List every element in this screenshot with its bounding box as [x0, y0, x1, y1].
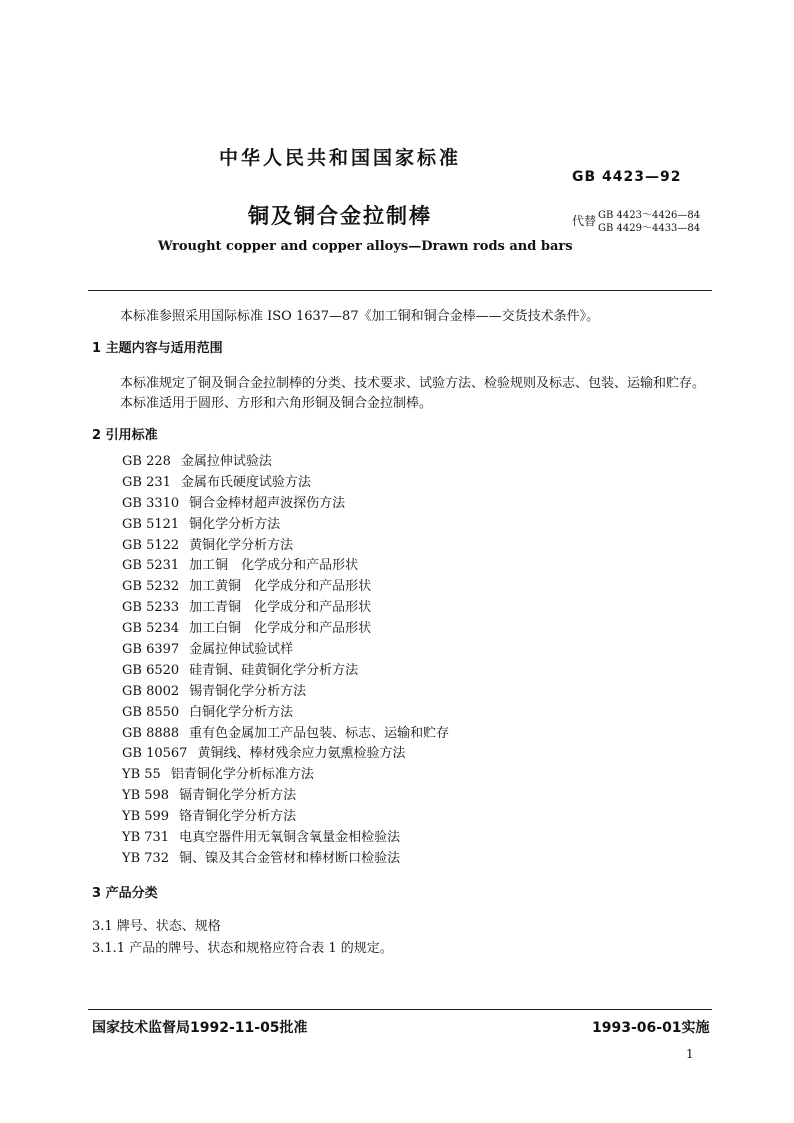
reference-code: GB 228 [122, 454, 171, 469]
reference-code: GB 10567 [122, 746, 188, 762]
reference-title: 加工青铜 化学成分和产品形状 [189, 600, 372, 616]
reference-item [122, 765, 449, 786]
reference-item [122, 494, 449, 515]
reference-code: YB 598 [122, 788, 170, 804]
reference-item [122, 619, 449, 640]
reference-item [122, 703, 449, 724]
reference-item [122, 598, 449, 619]
reference-item [122, 682, 449, 703]
reference-code: YB 599 [122, 809, 170, 825]
section-1-paragraph-1: 本标准规定了铜及铜合金拉制棒的分类、技术要求、试验方法、检验规则及标志、包装、运输和贮存。 [120, 376, 706, 391]
reference-code: GB 5122 [122, 537, 180, 553]
reference-title: 金属拉伸试验试样 [189, 642, 294, 658]
reference-code: GB 6520 [122, 662, 180, 678]
approval-date: 国家技术监督局1992-11-05批准 [92, 1020, 308, 1036]
reference-item [122, 807, 449, 828]
standard-number: GB 4423—92 [572, 169, 682, 185]
section-2-heading: 2 引用标准 [92, 428, 158, 443]
reference-code: GB 5121 [122, 516, 180, 532]
reference-item [122, 556, 449, 577]
reference-code: YB 731 [122, 830, 170, 846]
reference-title: 加工黄铜 化学成分和产品形状 [189, 579, 372, 595]
reference-code: GB 5232 [122, 579, 180, 595]
subsection-3-1: 3.1 牌号、状态、规格 [92, 919, 221, 934]
reference-code: GB 5233 [122, 600, 180, 616]
reference-title: 金属拉伸试验法 [180, 454, 272, 469]
reference-title: 加工铜 化学成分和产品形状 [189, 558, 359, 574]
reference-title: 加工白铜 化学成分和产品形状 [189, 621, 372, 637]
reference-title: 金属布氏硬度试验方法 [180, 474, 311, 490]
reference-item [122, 640, 449, 661]
reference-item [122, 849, 449, 870]
reference-title: 锡青铜化学分析方法 [189, 683, 307, 699]
reference-title: 铜、镍及其合金管材和棒材断口检验法 [179, 850, 401, 866]
page-number: 1 [686, 1047, 694, 1061]
reference-code: YB 55 [122, 767, 161, 783]
reference-title: 铜化学分析方法 [189, 516, 281, 532]
reference-title: 白铜化学分析方法 [189, 704, 294, 720]
reference-title: 铬青铜化学分析方法 [179, 809, 297, 825]
document-title-en: Wrought copper and copper alloys—Drawn rods and bars [158, 239, 573, 254]
reference-item [122, 473, 449, 494]
section-3-heading: 3 产品分类 [92, 886, 158, 901]
reference-title: 铜合金棒材超声波探伤方法 [189, 495, 346, 511]
footer-divider [88, 1009, 712, 1010]
reference-code: GB 8550 [122, 704, 180, 720]
reference-code: GB 5231 [122, 558, 180, 574]
reference-item [122, 577, 449, 598]
country-standard-header: 中华人民共和国国家标准 [218, 147, 461, 169]
reference-item [122, 744, 449, 765]
reference-code: GB 5234 [122, 621, 180, 637]
reference-title: 电真空器件用无氧铜含氧量金相检验法 [179, 830, 401, 846]
section-1-heading: 1 主题内容与适用范围 [92, 341, 223, 356]
adoption-note: 本标准参照采用国际标准 ISO 1637—87《加工铜和铜合金棒——交货技术条件》。 [120, 309, 600, 324]
replaces-label: 代替 [572, 214, 597, 228]
reference-title: 镉青铜化学分析方法 [179, 788, 297, 804]
reference-code: GB 3310 [122, 495, 180, 511]
reference-code: GB 6397 [122, 642, 180, 658]
reference-item [122, 786, 449, 807]
effective-date: 1993-06-01实施 [592, 1020, 710, 1036]
reference-title: 重有色金属加工产品包装、标志、运输和贮存 [189, 725, 450, 741]
replaces-standard-1: GB 4423～4426—84 [598, 210, 701, 221]
reference-list [122, 452, 449, 870]
reference-item [122, 661, 449, 682]
reference-title: 硅青铜、硅黄铜化学分析方法 [189, 662, 359, 678]
reference-code: GB 8002 [122, 683, 180, 699]
reference-item [122, 724, 449, 745]
reference-item [122, 536, 449, 557]
reference-title: 黄铜化学分析方法 [189, 537, 294, 553]
header-divider [88, 290, 712, 291]
reference-title: 铝青铜化学分析标准方法 [170, 767, 314, 783]
reference-code: GB 8888 [122, 725, 180, 741]
reference-item [122, 828, 449, 849]
subsection-3-1-1: 3.1.1 产品的牌号、状态和规格应符合表 1 的规定。 [92, 941, 393, 956]
reference-code: GB 231 [122, 474, 171, 490]
reference-item [122, 452, 449, 473]
section-1-paragraph-2: 本标准适用于圆形、方形和六角形铜及铜合金拉制棒。 [120, 396, 433, 411]
reference-item [122, 515, 449, 536]
reference-title: 黄铜线、棒材残余应力氨熏检验方法 [197, 746, 406, 762]
replaces-standard-2: GB 4429～4433—84 [598, 223, 701, 234]
reference-code: YB 732 [122, 850, 170, 866]
document-title-cn: 铜及铜合金拉制棒 [248, 204, 432, 228]
